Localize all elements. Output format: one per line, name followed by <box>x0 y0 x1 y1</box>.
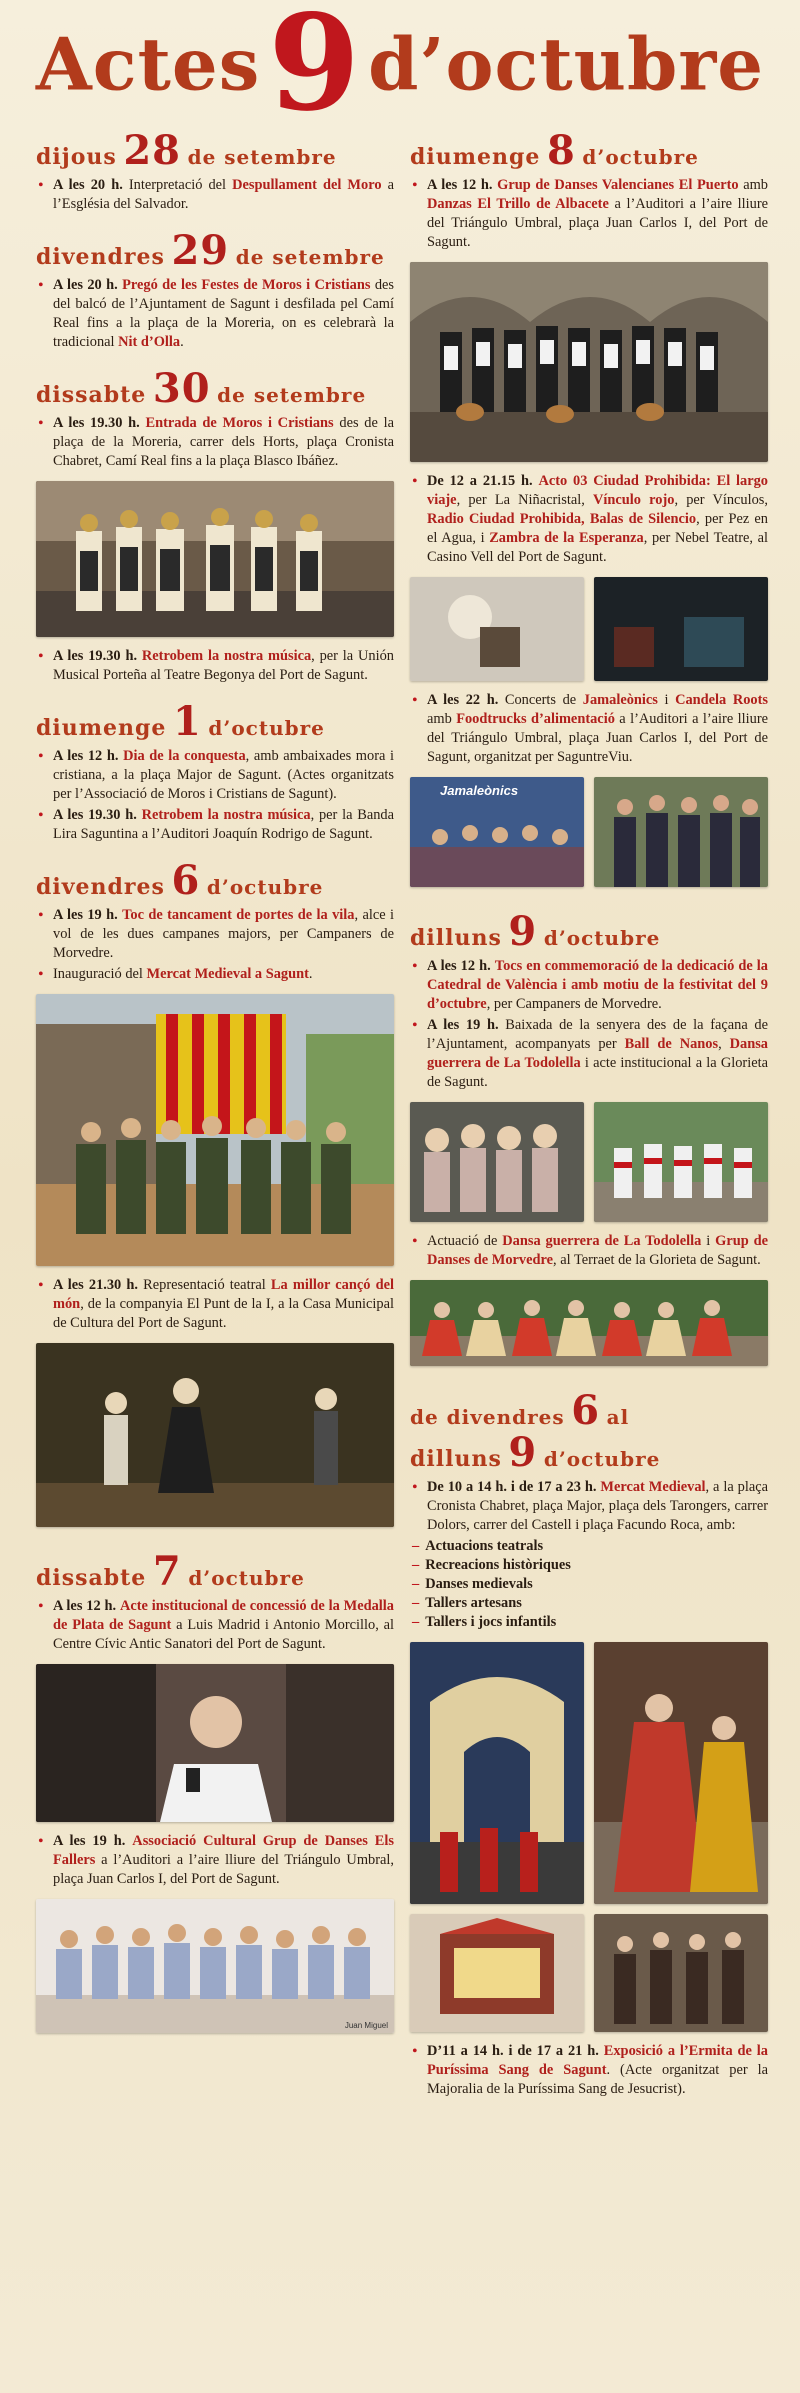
event-item: • A les 19 h. Toc de tancament de portes de la vila, alce i vol de les dues campanes majors, per Campaners de Morvedre. <box>36 906 394 963</box>
event-item: • A les 19 h. Baixada de la senyera des de la façana de l’Ajuntament, acompanyats per Ball de Nanos, Dansa guerrera de La Todolella i acte institucional a la Glorieta de Sagunt. <box>410 1016 768 1092</box>
photo-speaker <box>36 1664 394 1822</box>
photo-pair-market-1 <box>410 1642 768 1904</box>
photo-pair-theatre <box>410 577 768 681</box>
photo-stage-right <box>594 577 768 681</box>
photo-market-musicians <box>594 1914 768 2032</box>
event-item: • A les 20 h. Pregó de les Festes de Moros i Cristians des del balcó de l’Ajuntament de Sagunt i desfilada pel Camí Real fins a la plaça de la Moreria, on es celebrarà la tradicional Nit d’Olla. <box>36 276 394 352</box>
photo-music-group <box>410 262 768 462</box>
photo-puppet-stall <box>410 1914 584 2032</box>
event-item: • A les 12 h. Dia de la conquesta, amb ambaixades mora i cristiana, a la plaça Major de Sagunt. (Actes organitzats per l’Associació de Moros i Cristians de Sagunt). <box>36 747 394 804</box>
photo-pair-nanos <box>410 1102 768 1222</box>
activities-list <box>410 1537 768 1632</box>
photo-market-gate <box>410 1642 584 1904</box>
title-octubre: d’octubre <box>368 21 765 107</box>
list-item: – Actuacions teatrals <box>412 1538 544 1554</box>
photo-theatre <box>36 1343 394 1527</box>
list-item: – Tallers artesans <box>412 1595 522 1611</box>
photo-candela-roots <box>594 777 768 887</box>
photo-ball-nanos <box>410 1102 584 1222</box>
event-item: • A les 19.30 h. Retrobem la nostra música, per la Unión Musical Porteña al Teatre Begonya del Port de Sagunt. <box>36 647 394 685</box>
photo-dance-group <box>36 1899 394 2033</box>
date-heading: dilluns 9 d’octubre <box>410 908 661 955</box>
date-heading: dissabte 30 de setembre <box>36 365 367 412</box>
right-column <box>410 127 769 2101</box>
photo-pair-market-2 <box>410 1914 768 2032</box>
photo-jamaleonics <box>410 777 584 887</box>
photo-stage-left <box>410 577 584 681</box>
poster-title <box>0 0 800 141</box>
event-item: • A les 19.30 h. Retrobem la nostra música, per la Banda Lira Saguntina a l’Auditori Joaquín Rodrigo de Sagunt. <box>36 806 394 844</box>
event-item: • D’11 a 14 h. i de 17 a 21 h. Exposició a l’Ermita de la Puríssima Sang de Sagunt. (Acte organitzat per la Majoralia de la Puríssima Sang de Jesucrist). <box>410 2042 768 2099</box>
event-item: • A les 12 h. Acte institucional de concessió de la Medalla de Plata de Sagunt a Luis Madrid i Antonio Morcillo, al Centre Cívic Antic Sanatori del Port de Sagunt. <box>36 1597 394 1654</box>
date-heading-range-2: dilluns 9 d’octubre <box>410 1429 661 1476</box>
photo-market-costumes <box>594 1642 768 1904</box>
event-item: • A les 12 h. Grup de Danses Valencianes El Puerto amb Danzas El Trillo de Albacete a l’Auditori a l’aire lliure del Triángulo Umbral, plaça Juan Carlos I, del Port de Sagunt. <box>410 176 768 252</box>
title-actes: Actes <box>35 21 261 107</box>
event-item: • Actuació de Dansa guerrera de La Todolella i Grup de Danses de Morvedre, al Terraet de la Glorieta de Sagunt. <box>410 1232 768 1270</box>
list-item: – Tallers i jocs infantils <box>412 1614 557 1630</box>
event-item: • A les 21.30 h. Representació teatral La millor cançó del món, de la companyia El Punt de la I, a la Casa Municipal de Cultura del Port de Sagunt. <box>36 1276 394 1333</box>
date-heading: dissabte 7 d’octubre <box>36 1548 305 1595</box>
photo-dancers-morvedre <box>410 1280 768 1366</box>
title-number: 9 <box>268 0 361 141</box>
event-item: • De 12 a 21.15 h. Acto 03 Ciudad Prohibida: El largo viaje, per La Niñacristal, Vínculo rojo, per Vínculos, Radio Ciudad Prohibida, Balas de Silencio, per Pez en el Agua, i Zambra de la Esperanza, per Nebel Teatre, al Casino Vell del Port de Sagunt. <box>410 472 768 567</box>
date-heading: diumenge 8 d’octubre <box>410 127 699 174</box>
event-item: • A les 20 h. Interpretació del Despullament del Moro a l’Església del Salvador. <box>36 176 394 214</box>
event-item: • De 10 a 14 h. i de 17 a 23 h. Mercat Medieval, a la plaça Cronista Chabret, plaça Major, plaça dels Tarongers, carrer Dolors, carrer del Castell i plaça Facundo Roca, amb: <box>410 1478 768 1535</box>
date-heading: divendres 6 d’octubre <box>36 857 324 904</box>
event-item: • A les 12 h. Tocs en commemoració de la dedicació de la Catedral de València i amb motiu de la festivitat del 9 d’octubre, per Campaners de Morvedre. <box>410 957 768 1014</box>
photo-medieval-market <box>36 994 394 1266</box>
photo-credit: Juan Miguel <box>344 2021 388 2030</box>
event-item: • A les 22 h. Concerts de Jamaleònics i Candela Roots amb Foodtrucks d’alimentació a l’Auditori a l’aire lliure del Triángulo Umbral, plaça Juan Carlos I, del Port de Sagunt, organitzat per SaguntreViu. <box>410 691 768 767</box>
left-column <box>36 127 395 2043</box>
date-heading: diumenge 1 d’octubre <box>36 698 325 745</box>
photo-pair-concerts <box>410 777 768 887</box>
date-heading-range: de divendres 6 al <box>410 1387 630 1434</box>
date-heading: divendres 29 de setembre <box>36 227 385 274</box>
list-item: – Recreacions històriques <box>412 1557 571 1573</box>
list-item: – Danses medievals <box>412 1576 533 1592</box>
date-heading: dijous 28 de setembre <box>36 127 337 174</box>
photo-moros-parade <box>36 481 394 637</box>
jamaleonics-banner: Jamaleònics <box>440 783 519 798</box>
event-item: • A les 19.30 h. Entrada de Moros i Cristians des de la plaça de la Moreria, carrer dels Horts, plaça Cronista Chabret, Camí Real fins a la plaça Blasco Ibáñez. <box>36 414 394 471</box>
event-item: • Inauguració del Mercat Medieval a Sagunt. <box>36 965 394 984</box>
photo-dansa-guerrera <box>594 1102 768 1222</box>
event-item: • A les 19 h. Associació Cultural Grup de Danses Els Fallers a l’Auditori a l’aire lliure del Triángulo Umbral, plaça Juan Carlos I, del Port de Sagunt. <box>36 1832 394 1889</box>
